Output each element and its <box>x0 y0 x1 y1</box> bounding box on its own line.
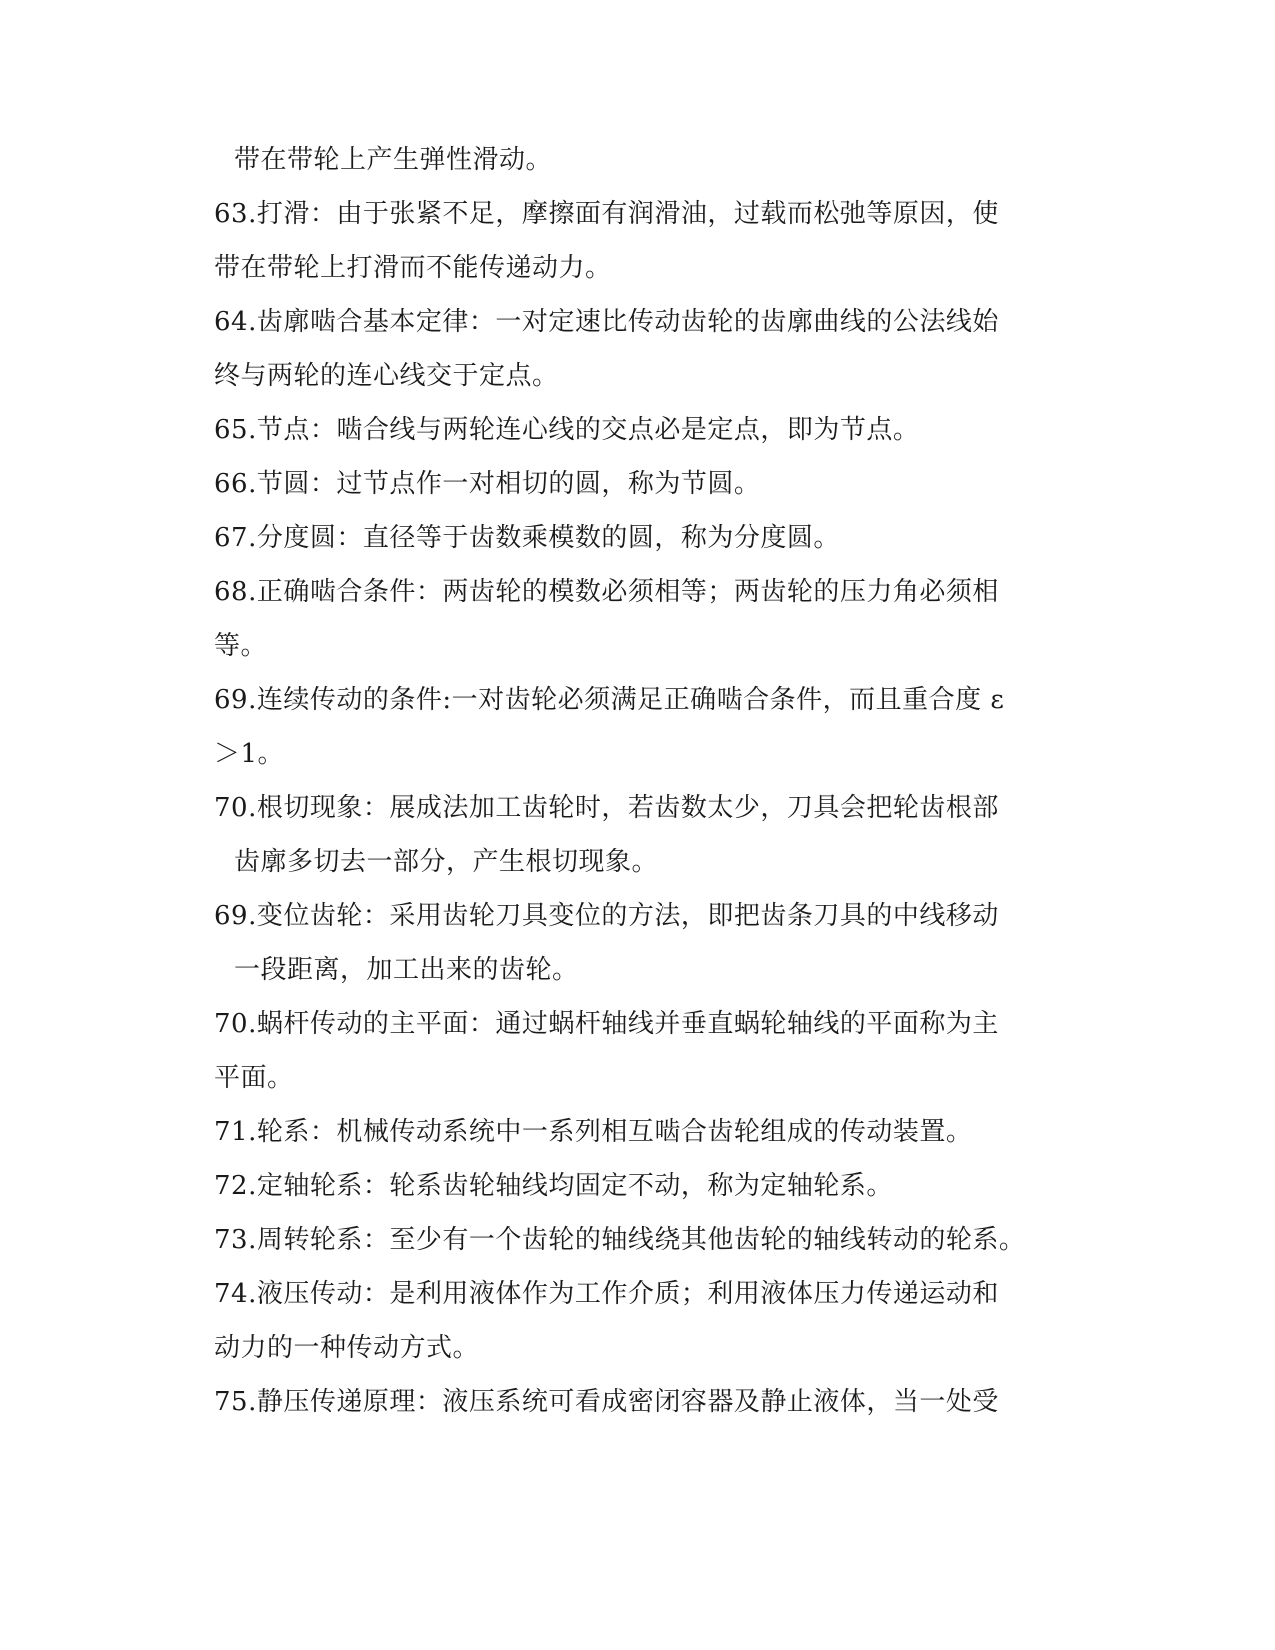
text-line: 71.轮系：机械传动系统中一系列相互啮合齿轮组成的传动装置。 <box>214 1117 973 1147</box>
text-line: 齿廓多切去一部分，产生根切现象。 <box>234 847 659 877</box>
text-line: 64.齿廓啮合基本定律：一对定速比传动齿轮的齿廓曲线的公法线始 <box>214 307 999 337</box>
text-line: ＞1。 <box>214 739 285 769</box>
text-line: 带在带轮上产生弹性滑动。 <box>234 145 553 175</box>
text-line: 72.定轴轮系：轮系齿轮轴线均固定不动，称为定轴轮系。 <box>214 1171 893 1201</box>
text-line: 平面。 <box>214 1063 294 1093</box>
text-line: 69.变位齿轮：采用齿轮刀具变位的方法，即把齿条刀具的中线移动 <box>214 901 999 931</box>
text-line: 一段距离，加工出来的齿轮。 <box>234 955 579 985</box>
text-line: 动力的一种传动方式。 <box>214 1333 480 1363</box>
text-line: 70.蜗杆传动的主平面：通过蜗杆轴线并垂直蜗轮轴线的平面称为主 <box>214 1009 999 1039</box>
text-line: 75.静压传递原理：液压系统可看成密闭容器及静止液体，当一处受 <box>214 1387 999 1417</box>
text-line: 67.分度圆：直径等于齿数乘模数的圆，称为分度圆。 <box>214 523 840 553</box>
text-line: 66.节圆：过节点作一对相切的圆，称为节圆。 <box>214 469 761 499</box>
text-line: 63.打滑：由于张紧不足，摩擦面有润滑油，过载而松弛等原因，使 <box>214 199 999 229</box>
text-line: 68.正确啮合条件：两齿轮的模数必须相等；两齿轮的压力角必须相 <box>214 577 999 607</box>
text-line: 74.液压传动：是利用液体作为工作介质；利用液体压力传递运动和 <box>214 1279 999 1309</box>
text-line: 带在带轮上打滑而不能传递动力。 <box>214 253 612 283</box>
text-line: 70.根切现象：展成法加工齿轮时，若齿数太少，刀具会把轮齿根部 <box>214 793 999 823</box>
text-line: 等。 <box>214 631 268 661</box>
text-line: 终与两轮的连心线交于定点。 <box>214 361 559 391</box>
text-line: 73.周转轮系：至少有一个齿轮的轴线绕其他齿轮的轴线转动的轮系。 <box>214 1225 1026 1255</box>
text-line: 69.连续传动的条件:一对齿轮必须满足正确啮合条件，而且重合度 ε <box>214 685 1005 715</box>
text-line: 65.节点：啮合线与两轮连心线的交点必是定点，即为节点。 <box>214 415 920 445</box>
